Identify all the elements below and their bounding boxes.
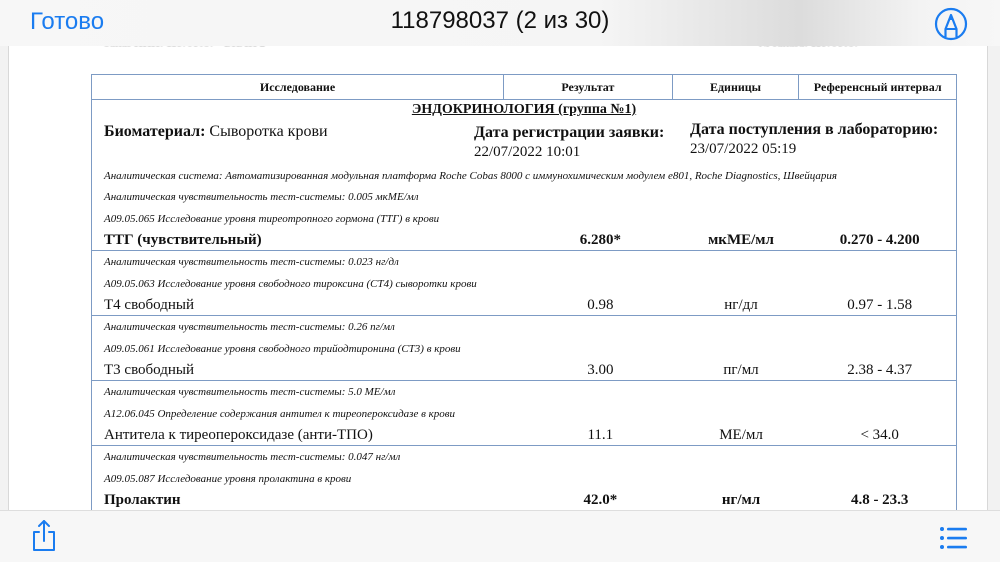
test-block-anti-tpo: [92, 381, 956, 446]
test-name: Т3 свободный: [104, 361, 195, 378]
table-header: [92, 75, 956, 100]
test-result: 0.98: [587, 296, 614, 313]
test-units: нг/дл: [724, 296, 758, 313]
markup-button[interactable]: [934, 7, 968, 41]
lab-results-table: [91, 74, 957, 510]
header-units: Единицы: [673, 75, 800, 99]
test-code-note: A09.05.063 Исследование уровня свободного тироксина (СТ4) сыворотки крови: [104, 278, 477, 290]
test-interval: 2.38 - 4.37: [847, 361, 913, 378]
section-title: ЭНДОКРИНОЛОГИЯ (группа №1): [411, 102, 637, 117]
test-result: 3.00: [587, 361, 614, 378]
biomaterial-label: Биоматериал:: [104, 123, 206, 140]
test-name: Пролактин: [104, 491, 181, 508]
test-name: Антитела к тиреопероксидазе (анти-ТПО): [104, 426, 373, 443]
sensitivity-note: Аналитическая чувствительность тест-системы: 0.005 мкМЕ/мл: [104, 191, 419, 203]
list-icon: [938, 525, 970, 551]
test-code-note: A09.05.087 Исследование уровня пролактина в крови: [104, 473, 352, 485]
biomaterial: [104, 123, 328, 141]
top-navigation-bar: [0, 0, 1000, 46]
share-button[interactable]: [30, 519, 58, 553]
meta-row: [92, 122, 956, 166]
sensitivity-note: Аналитическая чувствительность тест-системы: 0.047 нг/мл: [104, 451, 401, 463]
header-reference-interval: Референсный интервал: [813, 79, 942, 94]
analytic-system-note: Аналитическая система: Автоматизированная модульная платформа Roche Cobas 8000 с иммунохимическим модулем e801, Roche Diagnostics, Швейцария: [104, 170, 837, 182]
document-title: 118798037 (2 из 30): [390, 7, 610, 34]
test-code-note: A09.05.065 Исследование уровня тиреотропного гормона (ТТГ) в крови: [104, 213, 440, 225]
test-block-t4: [92, 251, 956, 316]
registration-date: [474, 124, 664, 161]
markup-pen-icon: [934, 7, 968, 41]
test-name: ТТГ (чувствительный): [104, 231, 262, 248]
result-row-anti-tpo: [92, 425, 956, 445]
outline-list-button[interactable]: [938, 525, 970, 551]
sensitivity-note: Аналитическая чувствительность тест-системы: 0.26 пг/мл: [104, 321, 395, 333]
test-code-note: A12.06.045 Определение содержания антител к тиреопероксидазе в крови: [104, 408, 456, 420]
share-icon: [30, 519, 58, 553]
test-units: МЕ/мл: [719, 426, 763, 443]
sensitivity-note: Аналитическая чувствительность тест-системы: 0.023 нг/дл: [104, 256, 399, 268]
bottom-toolbar: [0, 510, 1000, 562]
test-units: пг/мл: [723, 361, 759, 378]
test-interval: < 34.0: [860, 426, 899, 443]
registration-value: 22/07/2022 10:01: [474, 144, 581, 160]
test-code-note: A09.05.061 Исследование уровня свободного трийодтиронина (СТ3) в крови: [104, 343, 461, 355]
document-page[interactable]: [8, 40, 988, 510]
test-block-t3: [92, 316, 956, 381]
test-result: 6.280*: [579, 231, 621, 248]
test-units: мкМЕ/мл: [708, 231, 774, 248]
registration-label: Дата регистрации заявки:: [474, 124, 665, 141]
test-result: 11.1: [587, 426, 614, 443]
test-block-prolactin: [92, 446, 956, 510]
done-button[interactable]: Готово: [30, 8, 105, 35]
lab-arrival-value: 23/07/2022 05:19: [690, 141, 797, 157]
test-result: 42.0*: [583, 491, 618, 508]
result-row-prolactin: [92, 490, 956, 510]
header-result: Результат: [504, 75, 673, 99]
lab-arrival-date: [690, 121, 938, 158]
test-units: нг/мл: [721, 491, 761, 508]
sensitivity-note: Аналитическая чувствительность тест-системы: 5.0 МЕ/мл: [104, 386, 396, 398]
result-row-t3: [92, 360, 956, 380]
test-interval: 0.270 - 4.200: [839, 231, 920, 248]
result-row-tsh: [92, 230, 956, 250]
lab-arrival-label: Дата поступления в лабораторию:: [690, 121, 939, 138]
result-row-t4: [92, 295, 956, 315]
biomaterial-value: Сыворотка крови: [209, 123, 328, 140]
test-interval: 4.8 - 23.3: [850, 491, 909, 508]
test-name: Т4 свободный: [104, 296, 195, 313]
header-study: Исследование: [92, 75, 504, 99]
section-block: [92, 100, 956, 251]
test-interval: 0.97 - 1.58: [847, 296, 913, 313]
